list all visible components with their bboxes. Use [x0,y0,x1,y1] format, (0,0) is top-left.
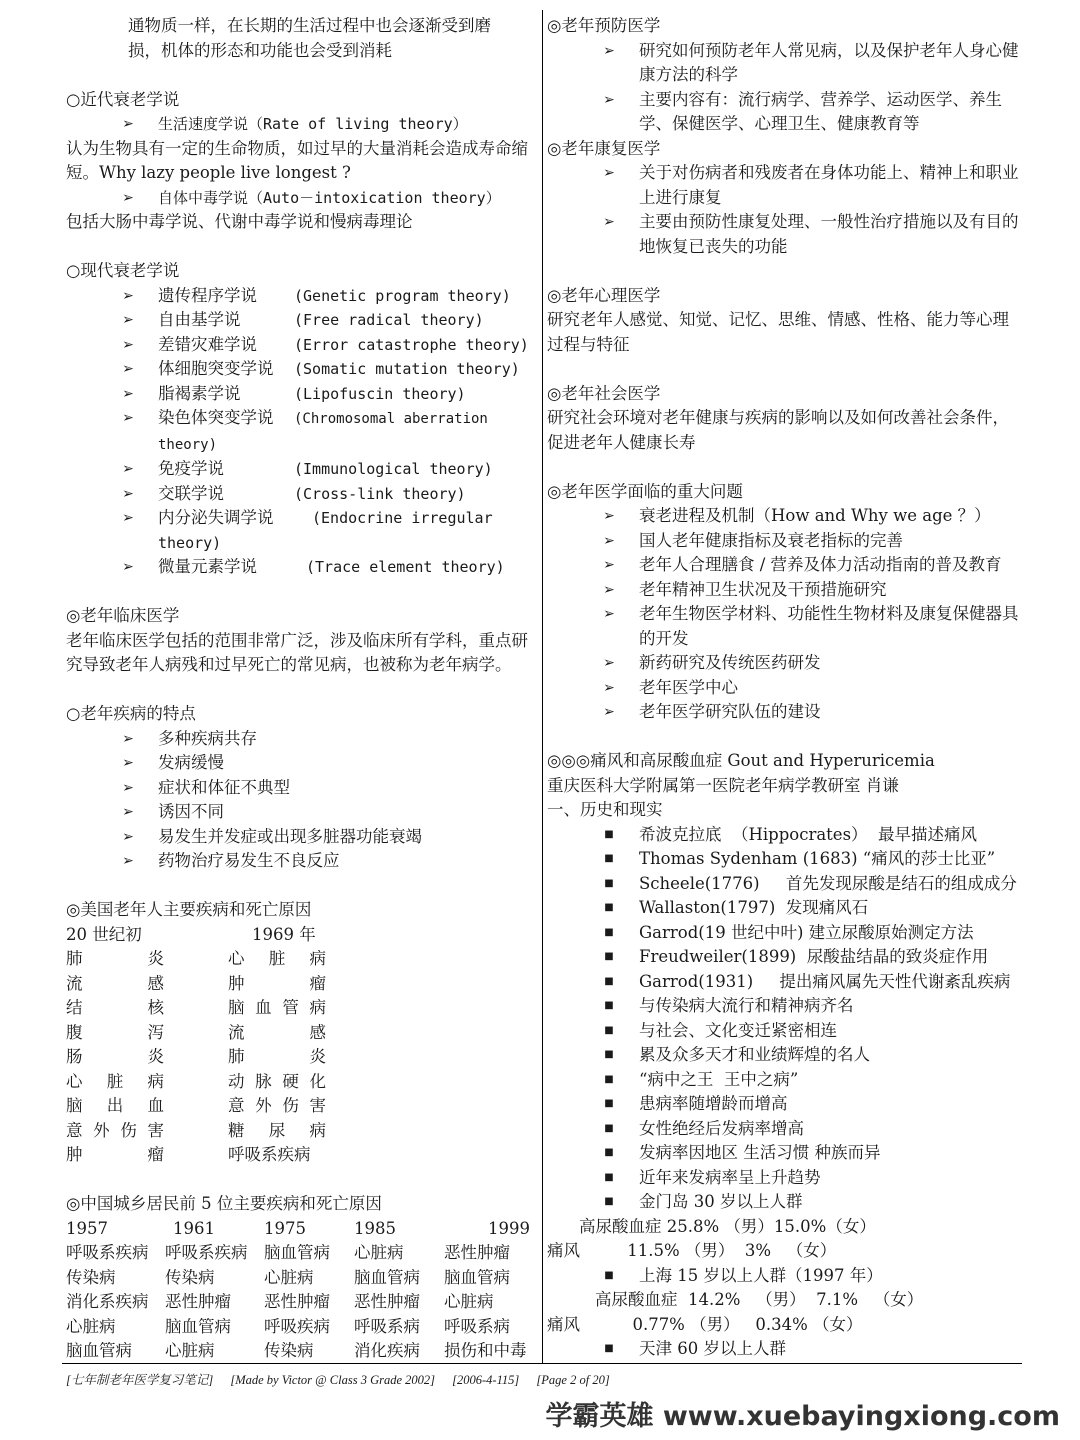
list-item: ➢ 症状和体征不典型 [66,776,540,801]
list-item: ➢ 国人老年健康指标及衰老指标的完善 [547,529,1025,554]
arrow-bullet-icon: ➢ [603,679,615,696]
table-cell: 恶性肿瘤 [165,1292,231,1311]
square-bullet-icon: ■ [604,1049,614,1060]
table-cell: 呼吸系病 [444,1316,510,1336]
square-bullet-icon: ■ [604,1343,614,1354]
author-line: 重庆医科大学附属第一医院老年病学教研室 肖谦 [547,775,899,795]
list-item: ➢ 生活速度学说（Rate of living theory） [66,112,540,137]
list-item: ➢ 染色体突变学说 (Chromosomal aberration theory) [66,406,540,457]
arrow-bullet-icon: ➢ [122,828,134,845]
table-cell: 脑血管病 [444,1267,510,1287]
arrow-bullet-icon: ➢ [122,853,134,869]
square-bullet-icon: ■ [604,951,614,962]
table-cell: 肿瘤 [228,973,326,993]
table-cell: 肿瘤 [66,1145,164,1164]
list-item: ■ 发病率因地区 生活习惯 种族而异 [547,1141,1025,1166]
list-item: ■ Wallaston(1797) 发现痛风石 [547,896,1025,921]
table-cell: 流感 [228,1022,326,1042]
footer-page-number: [Page 2 of 20] [536,1373,610,1387]
footer-date: [2006-4-115] [452,1373,520,1387]
arrow-bullet-icon: ➢ [122,287,134,304]
table-cell: 糖尿病 [228,1120,326,1140]
square-bullet-icon: ■ [604,1122,614,1134]
table-cell: 传染病 [165,1267,215,1287]
table-cell: 呼吸系病 [354,1316,420,1336]
list-item: ■ Scheele(1776) 首先发现尿酸是结石的组成成分 [547,872,1025,897]
arrow-bullet-icon: ➢ [122,559,134,575]
list-item: ➢ 关于对伤病者和残废者在身体功能上、精神上和职业上进行康复 [547,161,1025,210]
square-bullet-icon: ■ [604,1073,614,1085]
list-item: ■ 患病率随增龄而增高 [547,1092,1025,1117]
section-heading: ○现代衰老学说 [66,261,180,280]
table-cell: 心脏病 [228,949,326,968]
subsection-heading: 一、历史和现实 [547,800,663,819]
list-item: ➢ 微量元素学说 (Trace element theory) [66,555,540,580]
footer-author: [Made by Victor @ Class 3 Grade 2002] [230,1373,436,1387]
arrow-bullet-icon: ➢ [603,508,615,524]
arrow-bullet-icon: ➢ [122,410,134,426]
list-item: ➢ 衰老进程及机制（How and Why we age ？） [547,504,1025,529]
table-cell: 损伤和中毒 [444,1341,527,1360]
section-heading: ○老年疾病的特点 [66,704,196,723]
arrow-bullet-icon: ➢ [603,42,615,59]
table-cell: 心脏病 [66,1071,164,1091]
left-column [66,14,540,1364]
square-bullet-icon: ■ [604,926,614,938]
list-item: ➢ 自体中毒学说（Auto－intoxication theory） [66,186,540,211]
arrow-bullet-icon: ➢ [122,189,134,206]
square-bullet-icon: ■ [604,877,614,889]
square-bullet-icon: ■ [604,853,614,864]
section-heading: ◎老年临床医学 [66,606,180,625]
arrow-bullet-icon: ➢ [122,779,134,796]
list-item: ➢ 免疫学说 (Immunological theory) [66,457,540,482]
arrow-bullet-icon: ➢ [122,804,134,820]
list-item: ➢ 新药研究及传统医药研发 [547,651,1025,676]
list-item: ■ 与传染病大流行和精神病齐名 [547,994,1025,1019]
section-heading: ◎美国老年人主要疾病和死亡原因 [66,900,312,919]
china-table [66,1217,540,1364]
table-cell: 脑血管病 [66,1341,132,1360]
table-header: 1961 [173,1218,215,1238]
section-heading: ◎老年预防医学 [547,16,661,35]
list-item: ■ 近年来发病率呈上升趋势 [547,1166,1025,1191]
list-item: ■ 希波克拉底 （Hippocrates） 最早描述痛风 [547,823,1025,848]
square-bullet-icon: ■ [604,1269,614,1281]
list-item: ➢ 自由基学说 (Free radical theory) [66,308,540,333]
arrow-bullet-icon: ➢ [603,704,615,720]
list-item: ➢ 内分泌失调学说 (Endocrine irregular theory) [66,506,540,555]
list-item: ➢ 药物治疗易发生不良反应 [66,849,540,874]
stat-line: 痛风 0.77% （男） 0.34% （女） [547,1314,863,1334]
arrow-bullet-icon: ➢ [603,557,615,573]
table-cell: 意外伤害 [228,1096,326,1115]
table-cell: 脑血管病 [228,998,326,1017]
table-cell: 脑出血 [66,1096,164,1115]
list-item: ➢ 差错灾难学说 (Error catastrophe theory) [66,333,540,358]
table-cell: 脑血管病 [264,1243,330,1262]
square-bullet-icon: ■ [604,975,614,987]
list-item: ■ Garrod(1931) 提出痛风属先天性代谢紊乱疾病 [547,970,1025,995]
section-heading: ◎老年康复医学 [547,138,661,158]
arrow-bullet-icon: ➢ [603,91,615,108]
list-item: ■ Thomas Sydenham (1683) “痛风的莎士比亚” [547,847,1025,872]
table-cell: 脑血管病 [165,1316,231,1336]
stat-line: 高尿酸血症 14.2% （男） 7.1% （女） [595,1290,924,1309]
table-cell: 消化系疾病 [66,1292,149,1311]
page-footer [66,1370,624,1388]
arrow-bullet-icon: ➢ [122,361,134,377]
list-item: ➢ 发病缓慢 [66,751,540,776]
list-item: ➢ 遗传程序学说 (Genetic program theory) [66,284,540,309]
section-heading: ◎老年心理医学 [547,285,661,305]
footer-notes: [七年制老年医学复习笔记] [66,1373,214,1387]
table-cell: 肺炎 [228,1047,326,1066]
table-cell: 呼吸系疾病 [165,1243,248,1262]
table-cell: 心脏病 [354,1243,404,1262]
list-item: ■ “病中之王 王中之病” [547,1068,1025,1093]
section-heading: ○近代衰老学说 [66,89,180,109]
table-cell: 恶性肿瘤 [264,1292,330,1311]
list-item: ➢ 老年医学中心 [547,676,1025,701]
square-bullet-icon: ■ [604,1171,614,1183]
square-bullet-icon: ■ [604,828,614,840]
list-item: ➢ 研究如何预防老年人常见病，以及保护老年人身心健康方法的科学 [547,39,1025,88]
list-item: ➢ 老年生物医学材料、功能性生物材料及康复保健器具的开发 [547,602,1025,651]
column-divider [542,10,543,1363]
list-item: ■ 金门岛 30 岁以上人群 [547,1190,1025,1215]
usa-table [66,923,540,1168]
table-header: 1975 [264,1218,306,1238]
section-heading: ◎中国城乡居民前 5 位主要疾病和死亡原因 [66,1194,382,1213]
table-cell: 呼吸系疾病 [228,1145,311,1164]
arrow-bullet-icon: ➢ [122,755,134,771]
list-item: ➢ 交联学说 (Cross-link theory) [66,482,540,507]
table-cell: 心脏病 [264,1267,314,1287]
paragraph: 老年临床医学包括的范围非常广泛，涉及临床所有学科，重点研究导致老年人病残和过早死亡的常见病，也被称为老年病学。 [66,630,528,674]
list-item: ➢ 主要由预防性康复处理、一般性治疗措施以及有目的地恢复已丧失的功能 [547,210,1025,259]
list-item: ➢ 多种疾病共存 [66,727,540,752]
square-bullet-icon: ■ [604,902,614,913]
list-item: ➢ 老年人合理膳食 / 营养及体力活动指南的普及教育 [547,553,1025,578]
paragraph: 包括大肠中毒学说、代谢中毒学说和慢病毒理论 [66,212,413,231]
table-header: 1985 [354,1218,396,1238]
table-header: 20 世纪初 [66,924,142,944]
section-heading: ◎◎◎痛风和高尿酸血症 Gout and Hyperuricemia [547,751,935,770]
stat-line: 高尿酸血症 25.8% （男）15.0%（女） [579,1216,876,1236]
arrow-bullet-icon: ➢ [603,532,615,549]
section-heading: ◎老年医学面临的重大问题 [547,481,743,501]
table-cell: 心脏病 [66,1316,116,1336]
table-cell: 心脏病 [165,1341,215,1360]
list-item: ■ Garrod(19 世纪中叶) 建立尿酸原始测定方法 [547,921,1025,946]
list-item: ➢ 体细胞突变学说 (Somatic mutation theory) [66,357,540,382]
arrow-bullet-icon: ➢ [603,165,615,181]
table-cell: 腹泻 [66,1022,164,1042]
arrow-bullet-icon: ➢ [122,312,134,328]
list-item: ➢ 易发生并发症或出现多脏器功能衰竭 [66,825,540,850]
theory-list [66,284,540,580]
paragraph: 认为生物具有一定的生命物质，如过早的大量消耗会造成寿命缩短。Why lazy people live longest ? [66,138,528,182]
stat-line: 痛风 11.5% （男） 3% （女） [547,1241,837,1260]
watermark: 学霸英雄 www.xuebayingxiong.com [545,1401,1060,1432]
table-cell: 流感 [66,973,164,993]
table-cell: 呼吸疾病 [264,1316,330,1336]
intro-line: 损，机体的形态和功能也会受到消耗 [128,40,392,60]
square-bullet-icon: ■ [604,1098,614,1109]
arrow-bullet-icon: ➢ [122,116,134,132]
paragraph: 研究社会环境对老年健康与疾病的影响以及如何改善社会条件，促进老年人健康长寿 [547,408,1009,452]
paragraph: 研究老年人感觉、知觉、记忆、思维、情感、性格、能力等心理过程与特征 [547,310,1009,354]
table-header: 1999 [488,1218,530,1238]
list-item: ➢ 主要内容有：流行病学、营养学、运动医学、养生学、保健医学、心理卫生、健康教育等 [547,88,1025,137]
table-cell: 意外伤害 [66,1120,164,1140]
square-bullet-icon: ■ [604,1196,614,1207]
table-cell: 心脏病 [444,1292,494,1311]
list-item: ■ Freudweiler(1899) 尿酸盐结晶的致炎症作用 [547,945,1025,970]
table-cell: 恶性肿瘤 [354,1292,420,1311]
arrow-bullet-icon: ➢ [122,510,134,526]
table-cell: 脑血管病 [354,1267,420,1287]
list-item: ➢ 诱因不同 [66,800,540,825]
arrow-bullet-icon: ➢ [603,581,615,598]
arrow-bullet-icon: ➢ [122,336,134,353]
arrow-bullet-icon: ➢ [122,385,134,402]
table-cell: 呼吸系疾病 [66,1243,149,1262]
section-heading: ◎老年社会医学 [547,383,661,403]
table-cell: 肠炎 [66,1047,164,1066]
square-bullet-icon: ■ [604,1147,614,1158]
list-item: ■ 与社会、文化变迁紧密相连 [547,1019,1025,1044]
list-item: ➢ 老年精神卫生状况及干预措施研究 [547,578,1025,603]
square-bullet-icon: ■ [604,1024,614,1036]
list-item: ■ 女性绝经后发病率增高 [547,1117,1025,1142]
arrow-bullet-icon: ➢ [603,214,615,230]
arrow-bullet-icon: ➢ [603,655,615,671]
arrow-bullet-icon: ➢ [122,485,134,502]
list-item: ■ 上海 15 岁以上人群（1997 年） [547,1264,1025,1289]
table-cell: 动脉硬化 [228,1071,326,1091]
right-column [547,14,1025,1362]
table-cell: 肺炎 [66,949,164,968]
list-item: ■ 天津 60 岁以上人群 [547,1337,1025,1362]
table-header: 1969 年 [252,924,316,944]
square-bullet-icon: ■ [604,1000,614,1011]
table-header: 1957 [66,1218,108,1238]
list-item: ➢ 脂褐素学说 (Lipofuscin theory) [66,382,540,407]
arrow-bullet-icon: ➢ [603,606,615,622]
list-item: ➢ 老年医学研究队伍的建设 [547,700,1025,725]
arrow-bullet-icon: ➢ [122,461,134,477]
table-cell: 恶性肿瘤 [444,1243,510,1262]
table-cell: 消化疾病 [354,1341,420,1360]
list-item: ■ 累及众多天才和业绩辉煌的名人 [547,1043,1025,1068]
arrow-bullet-icon: ➢ [122,730,134,747]
table-cell: 传染病 [264,1341,314,1360]
table-cell: 传染病 [66,1267,116,1287]
table-cell: 结核 [66,998,164,1017]
intro-line: 通物质一样，在长期的生活过程中也会逐渐受到磨 [128,16,491,35]
